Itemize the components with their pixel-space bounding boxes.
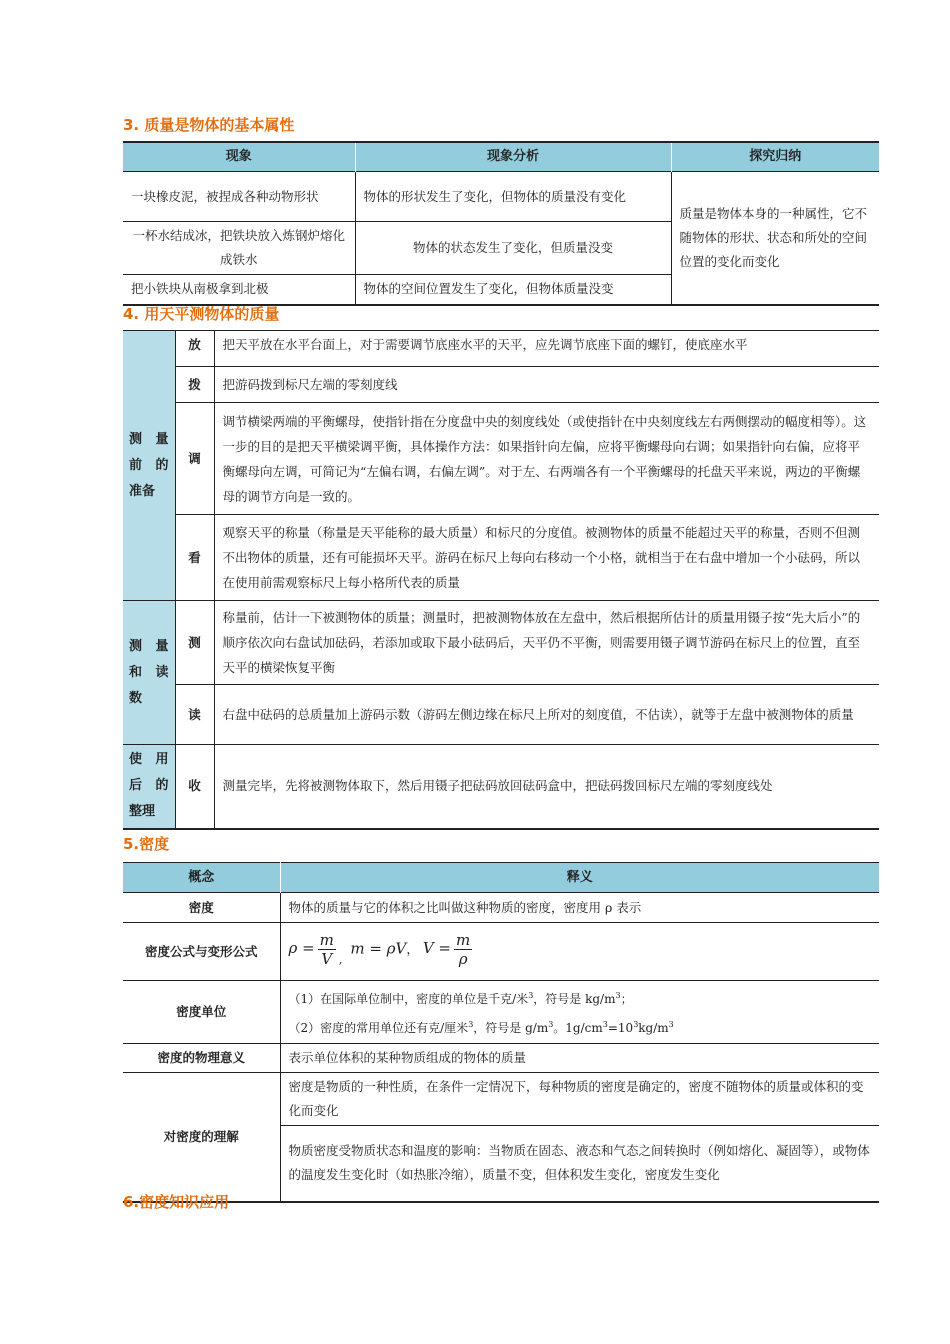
step-key: 收 [175,745,214,829]
step-text: 把游码拨到标尺左端的零刻度线 [222,376,398,392]
step-key: 放 [175,331,214,367]
section-5-heading: 5.密度 [123,835,170,853]
analysis-cell: 物体的形状发生了变化，但物体的质量没有变化 [355,172,671,222]
phenomenon-cell: 一杯水结成冰，把铁块放入炼钢炉熔化成铁水 [123,222,355,275]
header-analysis: 现象分析 [355,142,671,172]
step-key: 读 [175,685,214,745]
concept-label: 密度 [123,893,280,923]
section-3-heading: 3. 质量是物体的基本属性 [123,116,295,134]
concept-text: 物质密度受物质状态和温度的影响：当物质在固态、液态和气态之间转换时（例如熔化、凝固等），或物体的温度发生变化时（如热胀冷缩），质量不变，但体积发生变化，密度发生变化 [288,1143,870,1183]
phenomenon-cell: 一块橡皮泥，被捏成各种动物形状 [123,172,355,222]
conclusion-cell: 质量是物体本身的一种属性，它不随物体的形状、状态和所处的空间位置的变化而变化 [679,205,868,269]
concept-text: 密度是物质的一种性质，在条件一定情况下，每种物质的密度是确定的，密度不随物体的质量或体积的变化而变化 [288,1079,864,1118]
concept-label: 对密度的理解 [123,1073,280,1202]
balance-table [123,330,879,830]
step-key: 测 [175,601,214,685]
density-table [123,862,879,1203]
step-text: 观察天平的称量（称量是天平能称的最大质量）和标尺的分度值。被测物体的质量不能超过天平的称量，否则不但测不出物体的质量，还有可能损坏天平。游码在标尺上每向右移动一个小格，就相当于在右盘中增加一个小砝码，所以在使用前需观察标尺上每小格所代表的质量 [222,525,861,590]
concept-text: 物体的质量与它的体积之比叫做这种物质的密度，密度用 ρ 表示 [288,899,642,915]
formula-volume: V = $\frac{m}{\rho}$ [422,930,471,968]
analysis-cell: 物体的空间位置发生了变化，但物体质量没变 [355,275,671,305]
group-measure: 测 量 和 读 数 [123,601,175,745]
step-text: 把天平放在水平台面上，对于需要调节底座水平的天平，应先调节底座下面的螺钉，使底座水平 [222,337,748,352]
phenomenon-cell: 把小铁块从南极拿到北极 [123,275,355,305]
step-key: 拨 [175,367,214,403]
concept-label: 密度公式与变形公式 [123,923,280,981]
concept-label: 密度单位 [123,981,280,1044]
unit-line-1: （1）在国际单位制中，密度的单位是千克/米$^3$，符号是 $kg/m^3$； [288,991,633,1006]
formula-cell: ρ = $\frac{m}{V}$ , m = ρV， V = $\frac{m}{\rho}$ [280,923,879,981]
header-conclusion: 探究归纳 [671,142,879,172]
formula-mass: m = ρV [350,939,407,958]
group-cleanup: 使 用 后 的 整理 [123,745,175,829]
section-4-heading: 4. 用天平测物体的质量 [123,305,280,323]
concept-label: 密度的物理意义 [123,1044,280,1073]
header-phenomenon: 现象 [123,142,355,172]
unit-cell [280,981,879,1044]
section-6-heading: 6.密度知识应用 [123,1193,230,1211]
step-key: 调 [175,403,214,515]
header-meaning: 释义 [280,863,879,893]
unit-line-2: （2）密度的常用单位还有克/厘米$^3$，符号是 $g/m^3$。$1g/cm^3=10^3kg/m^3$ [288,1020,674,1035]
step-text: 右盘中砝码的总质量加上游码示数（游码左侧边缘在标尺上所对的刻度值，不估读），就等于左盘中被测物体的质量 [222,707,854,722]
group-prepare: 测 量 前 的 准备 [123,331,175,601]
concept-text: 表示单位体积的某种物质组成的物体的质量 [288,1050,527,1065]
step-text: 调节横梁两端的平衡螺母，使指针指在分度盘中央的刻度线处（或使指针在中央刻度线左右两侧摆动的幅度相等）。这一步的目的是把天平横梁调平衡，具体操作方法：如果指针向左偏，应将平衡螺母向右调；如果指针向右偏，应将平衡螺母向左调，可简记为“左偏右调，右偏左调”。对于左、右两端各有一个平衡螺母的托盘天平来说，两边的平衡螺母的调节方向是一致的。 [222,413,867,504]
step-key: 看 [175,515,214,601]
analysis-cell: 物体的状态发生了变化，但质量没变 [355,222,671,275]
step-text: 测量完毕，先将被测物体取下，然后用镊子把砝码放回砝码盒中，把砝码拨回标尺左端的零刻度线处 [222,778,773,794]
formula-density: ρ = $\frac{m}{V}$ [288,930,334,968]
step-text: 称量前，估计一下被测物体的质量；测量时，把被测物体放在左盘中，然后根据所估计的质量用镊子按“先大后小”的顺序依次向右盘试加砝码，若添加或取下最小砝码后，天平仍不平衡，则需要用镊子调节游码在标尺上的位置，直至天平的横梁恢复平衡 [222,610,861,675]
header-concept: 概念 [123,863,280,893]
mass-property-table [123,141,879,306]
